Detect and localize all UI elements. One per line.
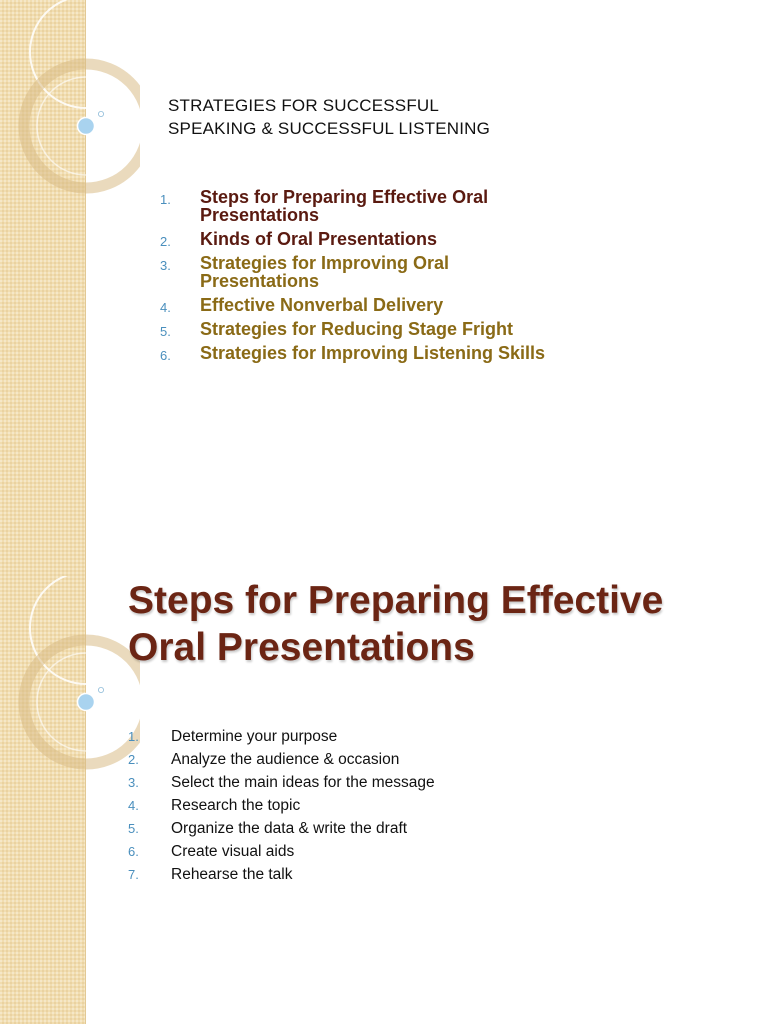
agenda-text-line-2: Presentations bbox=[200, 205, 320, 225]
list-item bbox=[128, 774, 688, 797]
decorative-rings bbox=[0, 576, 140, 1024]
decorative-rings bbox=[0, 0, 140, 576]
agenda-item bbox=[160, 296, 720, 314]
list-item bbox=[128, 843, 688, 866]
agenda-text: Kinds of Oral Presentations bbox=[200, 229, 438, 249]
agenda-number: 4. bbox=[160, 300, 171, 315]
step-number: 6. bbox=[128, 844, 139, 859]
step-text: Organize the data & write the draft bbox=[171, 820, 408, 837]
step-number: 7. bbox=[128, 867, 139, 882]
title-line-1: Steps for Preparing Effective bbox=[128, 579, 664, 622]
bubble-icon bbox=[78, 694, 95, 711]
list-item bbox=[128, 866, 688, 889]
agenda-number: 2. bbox=[160, 234, 171, 249]
agenda-item bbox=[160, 188, 720, 224]
agenda-item bbox=[160, 320, 720, 338]
list-item bbox=[128, 820, 688, 843]
agenda-number: 5. bbox=[160, 324, 171, 339]
step-number: 5. bbox=[128, 821, 139, 836]
step-number: 2. bbox=[128, 752, 139, 767]
agenda-text-line-1: Steps for Preparing Effective Oral bbox=[200, 187, 489, 207]
step-text: Analyze the audience & occasion bbox=[171, 751, 400, 768]
bubble-icon bbox=[78, 118, 95, 135]
step-text: Determine your purpose bbox=[171, 728, 338, 745]
step-text: Research the topic bbox=[171, 797, 301, 814]
agenda-text: Strategies for Reducing Stage Fright bbox=[200, 319, 514, 339]
agenda-item bbox=[160, 230, 720, 248]
step-number: 1. bbox=[128, 729, 139, 744]
step-text: Create visual aids bbox=[171, 843, 295, 860]
agenda-item bbox=[160, 344, 720, 362]
step-text: Select the main ideas for the message bbox=[171, 774, 435, 791]
slide-subtitle bbox=[168, 94, 490, 140]
small-bubble-icon bbox=[98, 687, 103, 692]
step-number: 4. bbox=[128, 798, 139, 813]
agenda-text: Effective Nonverbal Delivery bbox=[200, 295, 444, 315]
steps-list bbox=[128, 728, 688, 889]
agenda-text: Strategies for Improving Listening Skills bbox=[200, 343, 546, 363]
list-item bbox=[128, 797, 688, 820]
step-text: Rehearse the talk bbox=[171, 866, 293, 883]
agenda-list bbox=[160, 188, 720, 368]
agenda-text bbox=[200, 188, 720, 224]
subtitle-line-2: SPEAKING & SUCCESSFUL LISTENING bbox=[168, 119, 491, 138]
agenda-number: 6. bbox=[160, 348, 171, 363]
slide-title bbox=[128, 577, 748, 671]
subtitle-line-1: STRATEGIES FOR SUCCESSFUL bbox=[168, 96, 440, 115]
agenda-number: 1. bbox=[160, 192, 171, 207]
list-item bbox=[128, 751, 688, 774]
agenda-number: 3. bbox=[160, 258, 171, 273]
list-item bbox=[128, 728, 688, 751]
small-bubble-icon bbox=[98, 111, 103, 116]
agenda-item bbox=[160, 254, 720, 290]
title-line-2: Oral Presentations bbox=[128, 626, 475, 669]
slide-2 bbox=[0, 576, 768, 1024]
agenda-text-line-1: Strategies for Improving Oral bbox=[200, 253, 450, 273]
agenda-text-line-2: Presentations bbox=[200, 271, 320, 291]
agenda-text bbox=[200, 254, 720, 290]
step-number: 3. bbox=[128, 775, 139, 790]
